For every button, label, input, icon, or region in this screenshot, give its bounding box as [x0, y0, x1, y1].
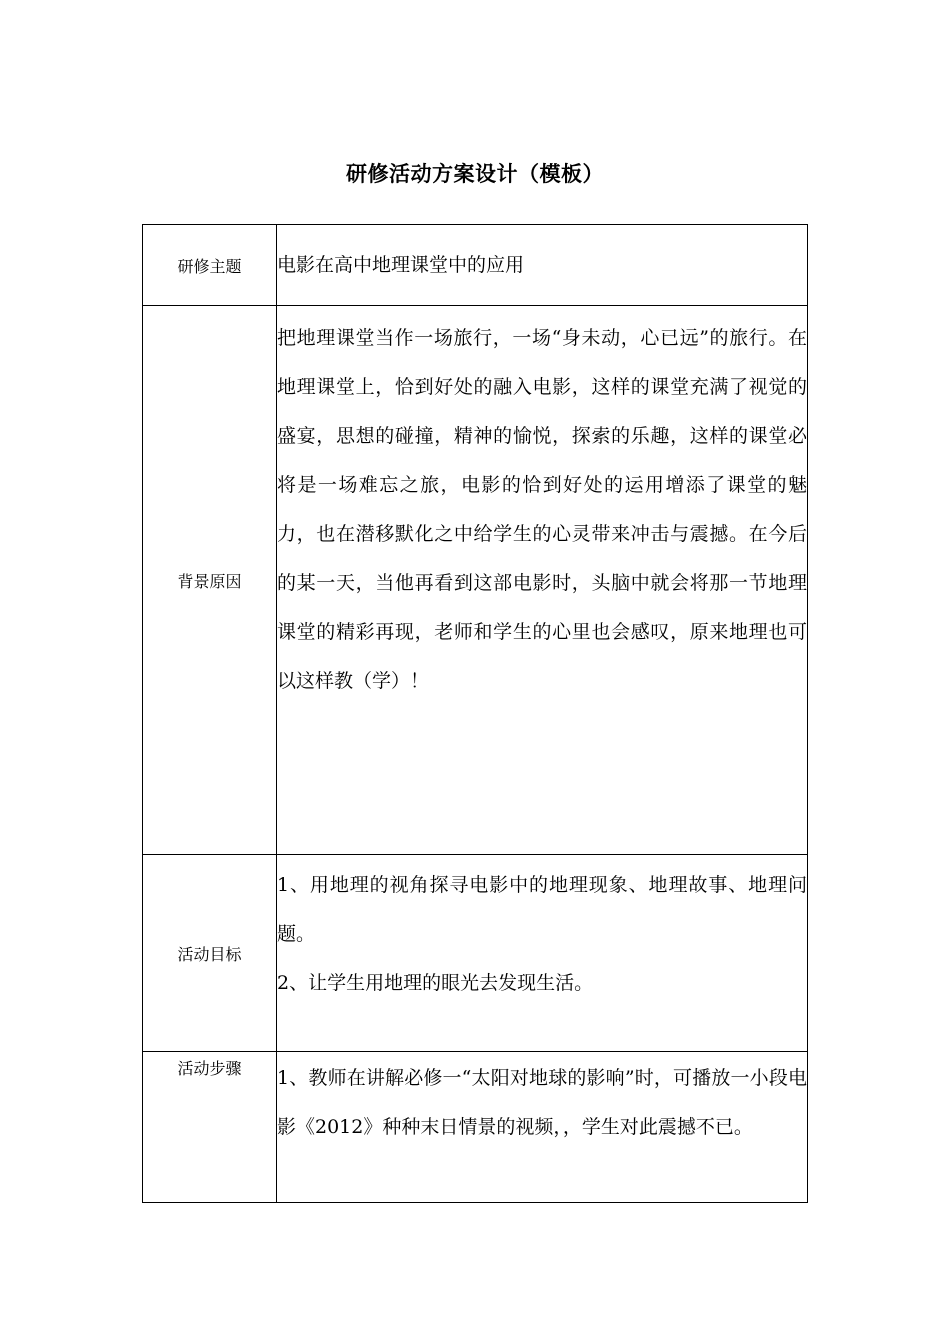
paragraph: 电影在高中地理课堂中的应用: [277, 253, 525, 276]
paragraph: 把地理课堂当作一场旅行，一场“身未动，心已远”的旅行。在地理课堂上，恰到好处的融入电影，这样的课堂充满了视觉的盛宴，思想的碰撞，精神的愉悦，探索的乐趣，这样的课堂必将是一场难忘之旅，电影的恰到好处的运用增添了课堂的魅力，也在潜移默化之中给学生的心灵带来冲击与震撼。在今后的某一天，当他再看到这部电影时，头脑中就会将那一节地理课堂的精彩再现，老师和学生的心里也会感叹，原来地理也可以这样教（学）！: [277, 327, 807, 692]
row-content-theme: [277, 225, 808, 306]
row-content-goals: [277, 855, 808, 1052]
row-label-goals: 活动目标: [143, 855, 277, 1052]
paragraph: 2、让学生用地理的眼光去发现生活。: [277, 972, 594, 994]
paragraph: 1、用地理的视角探寻电影中的地理现象、地理故事、地理问题。: [277, 874, 807, 945]
table-row: [143, 1052, 808, 1203]
row-label-theme: 研修主题: [143, 225, 277, 306]
table-row: [143, 306, 808, 855]
row-content-steps: [277, 1052, 808, 1203]
table-row: [143, 855, 808, 1052]
paragraph: 1、教师在讲解必修一“太阳对地球的影响”时，可播放一小段电影《2012》种种末日情景的视频，，学生对此震撼不已。: [277, 1067, 807, 1138]
page-title: 研修活动方案设计（模板）: [346, 161, 604, 186]
row-label-background: 背景原因: [143, 306, 277, 855]
plan-table: [142, 224, 808, 1203]
table-row: [143, 225, 808, 306]
row-content-background: [277, 306, 808, 855]
row-label-steps: 活动步骤: [143, 1052, 277, 1203]
